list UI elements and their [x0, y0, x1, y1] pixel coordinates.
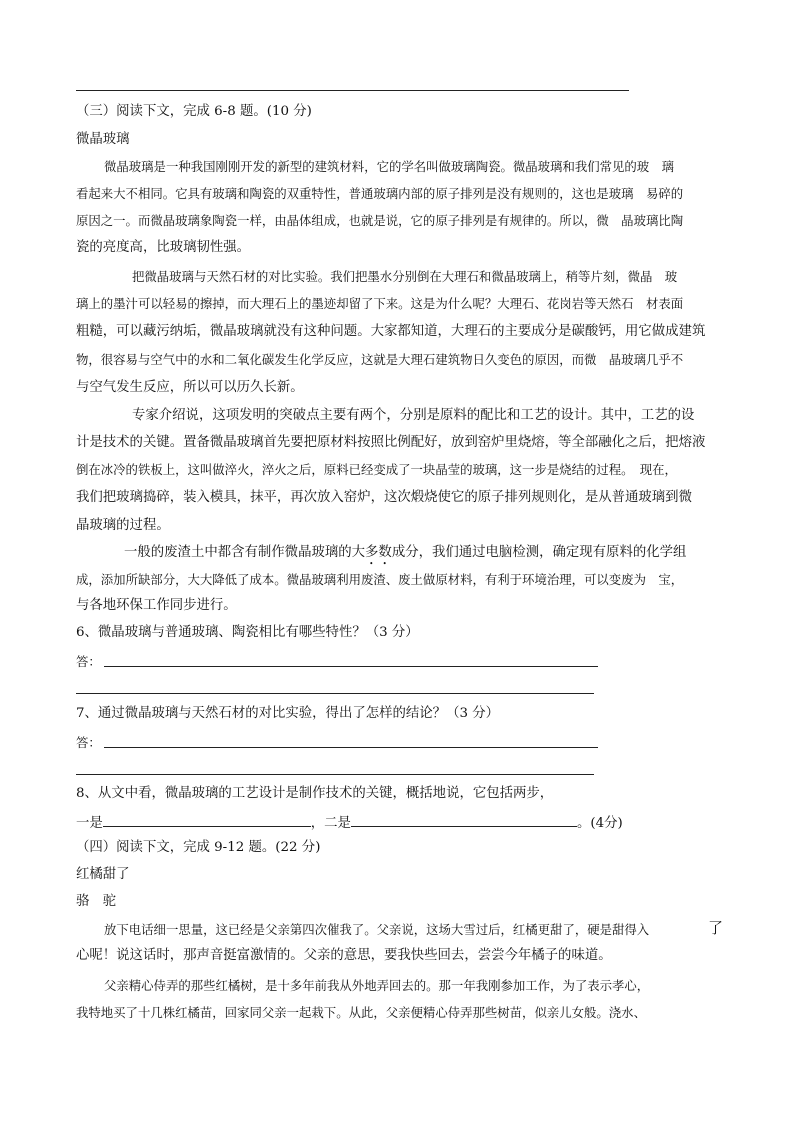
s3-p1-line1: 微晶玻璃是一种我国刚刚开发的新型的建筑材料，它的学名叫做玻璃陶瓷。微晶玻璃和我们常见的玻 璃 [104, 159, 674, 174]
q8-answer-row [76, 812, 623, 834]
q6-answer-label: 答： [76, 654, 101, 669]
q8-first-label: 一是 [76, 816, 103, 831]
s3-p1-line4: 瓷的亮度高，比玻璃韧性强。 [76, 240, 251, 255]
q7-answer-label: 答： [76, 735, 101, 750]
top-rule [76, 90, 629, 91]
s3-p4-line1 [124, 543, 686, 568]
q7-answer-line-1[interactable] [104, 747, 598, 748]
s3-p4-line3: 与各地环保工作同步进行。 [76, 598, 237, 613]
s3-p1-line2: 看起来大不相同。它具有玻璃和陶瓷的双重特性，普通玻璃内部的原子排列是没有规则的，这也是玻璃 易碎的 [76, 186, 684, 201]
question-7: 7、通过微晶玻璃与天然石材的对比实验，得出了怎样的结论？（3 分） [76, 706, 500, 721]
section4-heading: （四）阅读下文，完成 9-12 题。(22 分) [76, 840, 321, 855]
s3-p3-line4: 我们把玻璃捣碎，装入模具，抹平，再次放入窑炉，这次煅烧使它的原子排列规则化，是从普通玻璃到微 [76, 490, 692, 505]
s3-p2-line3: 粗糙，可以藏污纳垢，微晶玻璃就没有这种问题。大家都知道，大理石的主要成分是碳酸钙，用它做成建筑 [76, 324, 706, 339]
q8-second-label: ，二是 [310, 816, 351, 831]
s3-p2-line2: 璃上的墨汁可以轻易的擦掉，而大理石上的墨迹却留了下来。这是为什么呢？大理石、花岗岩等天然石 材表面 [76, 296, 684, 311]
s3-p3-line5: 晶玻璃的过程。 [76, 518, 170, 533]
section4-title: 红橘甜了 [76, 867, 130, 882]
question-6: 6、微晶玻璃与普通玻璃、陶瓷相比有哪些特性？（3 分） [76, 625, 419, 640]
s3-p4-line2: 成，添加所缺部分，大大降低了成本。微晶玻璃利用废渣、废土做原材料，有利于环境治理，可以变废为 宝， [76, 572, 684, 587]
s3-p2-line4: 物，很容易与空气中的水和二氧化碳发生化学反应，这就是大理石建筑物日久变色的原因，而微 晶玻璃几乎不 [76, 352, 684, 367]
section3-title: 微晶玻璃 [76, 132, 130, 147]
s3-p3-line1: 专家介绍说，这项发明的突破点主要有两个，分别是原料的配比和工艺的设计。其中，工艺的设 [132, 408, 695, 423]
s4-p1-line1: 放下电话细一思量，这已经是父亲第四次催我了。父亲说，这场大雪过后，红橘更甜了，硬是甜得入 [104, 922, 650, 937]
s3-p4-line1-pre: 一般的废渣土中都含有制作微晶玻璃的大 [124, 545, 366, 560]
q8-score: 。(4分) [576, 816, 623, 831]
section4-author: 骆 驼 [76, 894, 117, 909]
s3-p3-line3: 倒在冰冷的铁板上，这叫做淬火，淬火之后，原料已经变成了一块晶莹的玻璃，这一步是烧结的过程。 现在， [76, 462, 677, 477]
s3-p2-line5: 与空气发生反应，所以可以历久长新。 [76, 380, 304, 395]
s3-p4-line1-post: 成分，我们通过电脑检测，确定现有原料的化学组 [391, 545, 687, 560]
q7-answer-line-2[interactable] [76, 774, 594, 775]
s4-p1-tail: 了 [708, 919, 724, 937]
q8-second-blank[interactable] [351, 812, 577, 827]
s3-p4-line1-emph: 多数 [365, 545, 392, 560]
q6-answer-line-2[interactable] [76, 693, 594, 694]
question-8: 8、从文中看，微晶玻璃的工艺设计是制作技术的关键，概括地说，它包括两步， [76, 786, 554, 801]
q8-first-blank[interactable] [103, 812, 311, 827]
s4-p2-line2: 我特地买了十几株红橘苗，回家同父亲一起栽下。从此，父亲便精心侍弄那些树苗，似亲儿女般。浇水、 [76, 1005, 646, 1020]
s3-p2-line1: 把微晶玻璃与天然石材的对比实验。我们把墨水分别倒在大理石和微晶玻璃上，稍等片刻，微晶 玻 [132, 269, 678, 284]
s3-p1-line3: 原因之一。而微晶玻璃象陶瓷一样，由晶体组成，也就是说，它的原子排列是有规律的。所以，微 晶玻璃比陶 [76, 213, 684, 228]
s4-p1-line2: 心呢！说这话时，那声音挺富激情的。父亲的意思，要我快些回去，尝尝今年橘子的味道。 [76, 948, 612, 963]
q6-answer-line-1[interactable] [104, 666, 598, 667]
s3-p3-line2: 计是技术的关键。置备微晶玻璃首先要把原材料按照比例配好，放到窑炉里烧熔，等全部融化之后，把熔液 [76, 435, 706, 450]
section3-heading: （三）阅读下文，完成 6-8 题。(10 分) [76, 104, 312, 119]
s4-p2-line1: 父亲精心侍弄的那些红橘树，是十多年前我从外地弄回去的。那一年我刚参加工作，为了表示孝心， [104, 978, 650, 993]
